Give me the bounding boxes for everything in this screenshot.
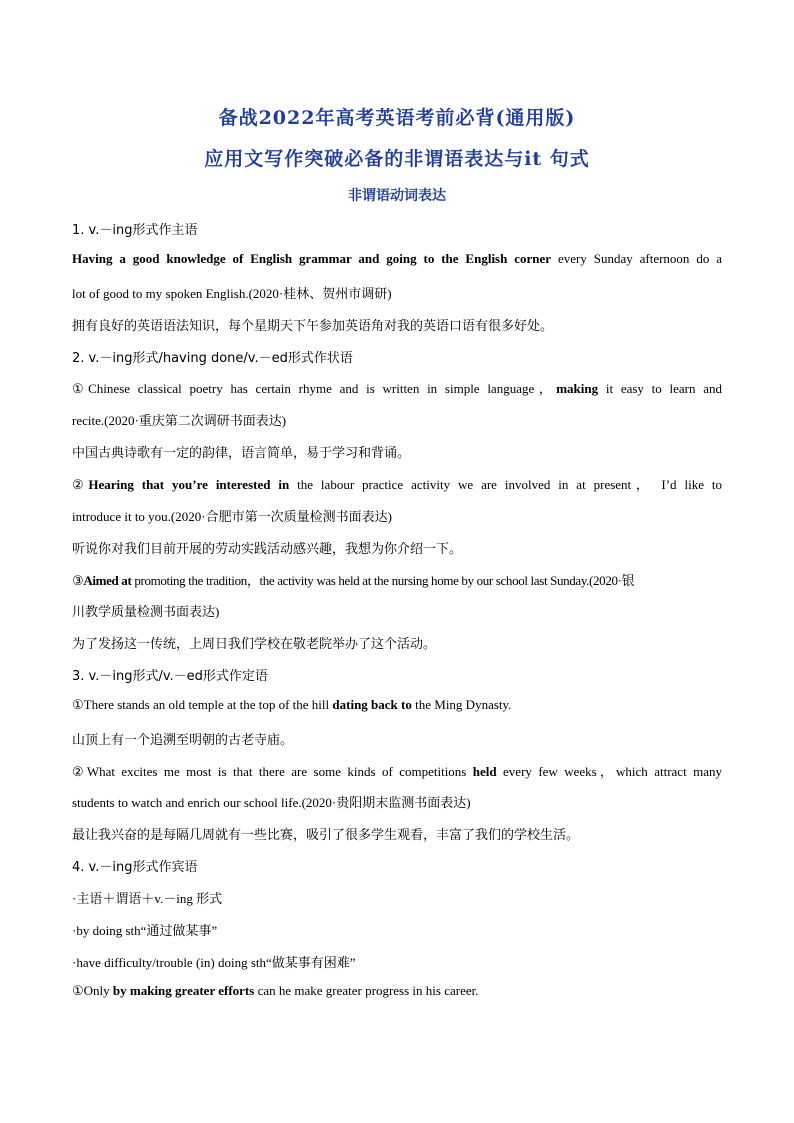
s2-e1-text-a: ①Chinese classical poetry has certain rhyme and is written in simple language， (72, 381, 557, 396)
s4-example1 (72, 983, 722, 999)
s4-pattern-2: ·by doing sth“通过做某事” (72, 923, 218, 938)
s2-e2-text-a: ② (72, 477, 89, 492)
s4-e1-bold: by making greater efforts (112, 983, 255, 998)
s2-e1-bold: making (556, 381, 599, 396)
s2-example1-line1 (72, 378, 722, 397)
s2-e2-text-b: the labour practice activity we are involved in at present， I’d like to (289, 477, 722, 492)
section-4-heading: 4. v.－ing形式作宾语 (72, 860, 198, 875)
document-subtitle: 应用文写作突破必备的非谓语表达与it 句式 (204, 148, 590, 170)
s3-e1-text-b: the Ming Dynasty. (411, 697, 512, 712)
s1-example-rest: every Sunday afternoon do a (551, 251, 722, 266)
s3-example2-translation: 最让我兴奋的是每隔几周就有一些比赛，吸引了很多学生观看，丰富了我们的学校生活。 (72, 828, 580, 843)
s3-e2-bold: held (472, 764, 497, 779)
document-title: 备战2022年高考英语考前必背(通用版) (218, 107, 576, 129)
section-1-heading: 1. v.－ing形式作主语 (72, 223, 198, 238)
s3-example2-line2: students to watch and enrich our school life.(2020·贵阳期末监测书面表达) (72, 795, 471, 810)
s4-pattern-1: ·主语＋谓语＋v.－ing 形式 (72, 891, 223, 906)
s3-e1-bold: dating back to (332, 697, 412, 712)
s2-e2-bold: Hearing that you’re interested in (88, 477, 290, 492)
section-title: 非谓语动词表达 (348, 188, 446, 204)
s3-example1-translation: 山顶上有一个追溯至明朝的古老寺庙。 (72, 733, 294, 748)
s2-example3-translation: 为了发扬这一传统，上周日我们学校在敬老院举办了这个活动。 (72, 637, 437, 652)
s2-e3-text-a: ③ (72, 573, 84, 588)
s4-pattern-3: ·have difficulty/trouble (in) doing sth“做某事有困难” (72, 955, 356, 970)
s4-e1-text-b: can he make greater progress in his career. (254, 983, 479, 998)
s1-translation: 拥有良好的英语语法知识，每个星期天下午参加英语角对我的英语口语有很多好处。 (72, 319, 554, 334)
s3-e1-text-a: ①There stands an old temple at the top of the hill (72, 697, 333, 712)
s3-example2-line1 (72, 761, 722, 780)
s1-example-line1 (72, 251, 722, 267)
s2-example2-line1 (72, 474, 722, 493)
s3-e2-text-b: every few weeks，which attract many (496, 764, 722, 779)
s2-example2-line2: introduce it to you.(2020·合肥市第一次质量检测书面表达) (72, 509, 392, 524)
s2-example3-line1 (72, 570, 722, 589)
section-2-heading: 2. v.－ing形式/having done/v.－ed形式作状语 (72, 351, 353, 366)
s1-example-bold: Having a good knowledge of English grammar and going to the English corner (72, 251, 552, 266)
s2-example2-translation: 听说你对我们目前开展的劳动实践活动感兴趣，我想为你介绍一下。 (72, 542, 463, 557)
s2-e1-text-b: it easy to learn and (598, 381, 722, 396)
s2-example1-line2: recite.(2020·重庆第二次调研书面表达) (72, 413, 287, 428)
section-3-heading: 3. v.－ing形式/v.－ed形式作定语 (72, 669, 268, 684)
s3-e2-text-a: ②What excites me most is that there are some kinds of competitions (72, 764, 473, 779)
s3-example1 (72, 697, 722, 713)
s2-example1-translation: 中国古典诗歌有一定的韵律，语言简单，易于学习和背诵。 (72, 446, 411, 461)
s1-example-line2: lot of good to my spoken English.(2020·桂林、贺州市调研) (72, 286, 392, 301)
s2-e3-text-b: promoting the tradition，the activity was held at the nursing home by our school last Sunday.(2020·银 (131, 573, 635, 588)
s4-e1-text-a: ①Only (72, 983, 113, 998)
s2-example3-line2: 川教学质量检测书面表达) (72, 604, 220, 619)
s2-e3-bold: Aimed at (83, 573, 132, 588)
